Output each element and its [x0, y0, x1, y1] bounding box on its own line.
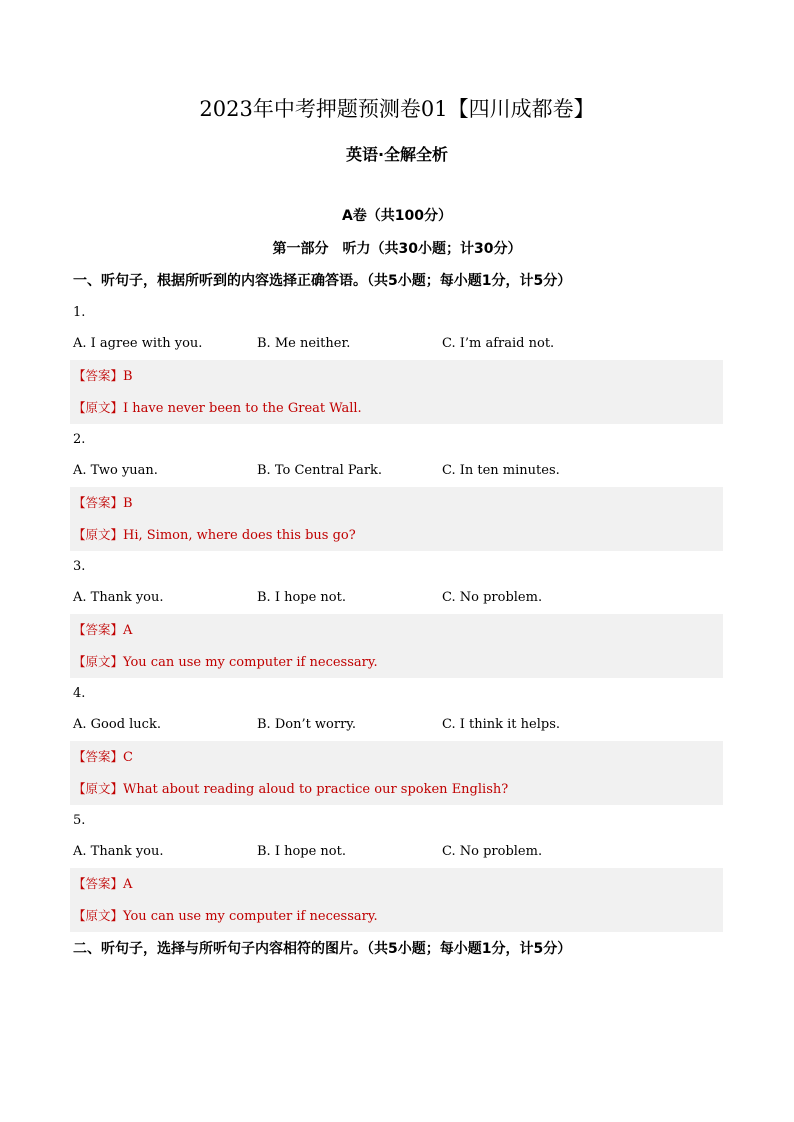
question-number: 5. — [73, 813, 86, 828]
script-tag: 【原文】 — [73, 654, 124, 669]
answer-value: B — [123, 369, 133, 384]
answer-tag: 【答案】 — [73, 495, 124, 510]
answer-tag: 【答案】 — [73, 368, 124, 383]
option-b: B. I hope not. — [257, 590, 346, 605]
question-options — [73, 715, 723, 735]
page-subtitle: 英语·全解全析 — [345, 145, 449, 164]
answer-line — [73, 493, 133, 513]
section-heading-2: 二、听句子，选择与所听句子内容相符的图片。（共5小题；每小题1分，计5分） — [73, 941, 572, 957]
script-line — [73, 779, 508, 799]
script-line — [73, 398, 362, 418]
script-line — [73, 906, 378, 926]
script-text: What about reading aloud to practice our spoken English? — [123, 782, 509, 797]
answer-tag: 【答案】 — [73, 622, 124, 637]
answer-value: C — [123, 750, 133, 765]
script-line — [73, 525, 356, 545]
question-options — [73, 588, 723, 608]
option-b: B. Don’t worry. — [257, 717, 357, 732]
script-tag: 【原文】 — [73, 527, 124, 542]
option-b: B. I hope not. — [257, 844, 346, 859]
question-number: 2. — [73, 432, 86, 447]
script-text: You can use my computer if necessary. — [123, 909, 378, 924]
option-a: A. Thank you. — [73, 844, 164, 859]
answer-line — [73, 874, 132, 894]
script-text: Hi, Simon, where does this bus go? — [123, 528, 356, 543]
part-one-heading: 第一部分 听力（共30小题；计30分） — [272, 241, 522, 257]
answer-tag: 【答案】 — [73, 749, 124, 764]
option-c: C. I think it helps. — [442, 717, 561, 732]
option-b: B. To Central Park. — [257, 463, 383, 478]
answer-box — [70, 360, 723, 424]
script-line — [73, 652, 378, 672]
answer-box — [70, 868, 723, 932]
question-number: 4. — [73, 686, 86, 701]
option-b: B. Me neither. — [257, 336, 351, 351]
question-number: 1. — [73, 305, 86, 320]
option-c: C. No problem. — [442, 844, 543, 859]
answer-value: A — [123, 877, 133, 892]
answer-box — [70, 614, 723, 678]
answer-tag: 【答案】 — [73, 876, 124, 891]
script-tag: 【原文】 — [73, 908, 124, 923]
option-a: A. I agree with you. — [73, 336, 203, 351]
option-c: C. I’m afraid not. — [442, 336, 555, 351]
question-options — [73, 842, 723, 862]
page-title: 2023年中考押题预测卷01【四川成都卷】 — [199, 97, 595, 121]
question-options — [73, 461, 723, 481]
question-options — [73, 334, 723, 354]
script-tag: 【原文】 — [73, 400, 124, 415]
script-tag: 【原文】 — [73, 781, 124, 796]
answer-line — [73, 747, 133, 767]
option-a: A. Thank you. — [73, 590, 164, 605]
option-c: C. No problem. — [442, 590, 543, 605]
part-a-heading: A卷（共100分） — [341, 208, 453, 224]
script-text: You can use my computer if necessary. — [123, 655, 378, 670]
option-a: A. Two yuan. — [73, 463, 158, 478]
answer-box — [70, 741, 723, 805]
option-c: C. In ten minutes. — [442, 463, 560, 478]
answer-line — [73, 366, 133, 386]
option-a: A. Good luck. — [73, 717, 161, 732]
answer-line — [73, 620, 132, 640]
answer-box — [70, 487, 723, 551]
section-heading-1: 一、听句子，根据所听到的内容选择正确答语。（共5小题；每小题1分，计5分） — [73, 273, 572, 289]
question-number: 3. — [73, 559, 86, 574]
script-text: I have never been to the Great Wall. — [123, 401, 362, 416]
answer-value: A — [123, 623, 133, 638]
answer-value: B — [123, 496, 133, 511]
